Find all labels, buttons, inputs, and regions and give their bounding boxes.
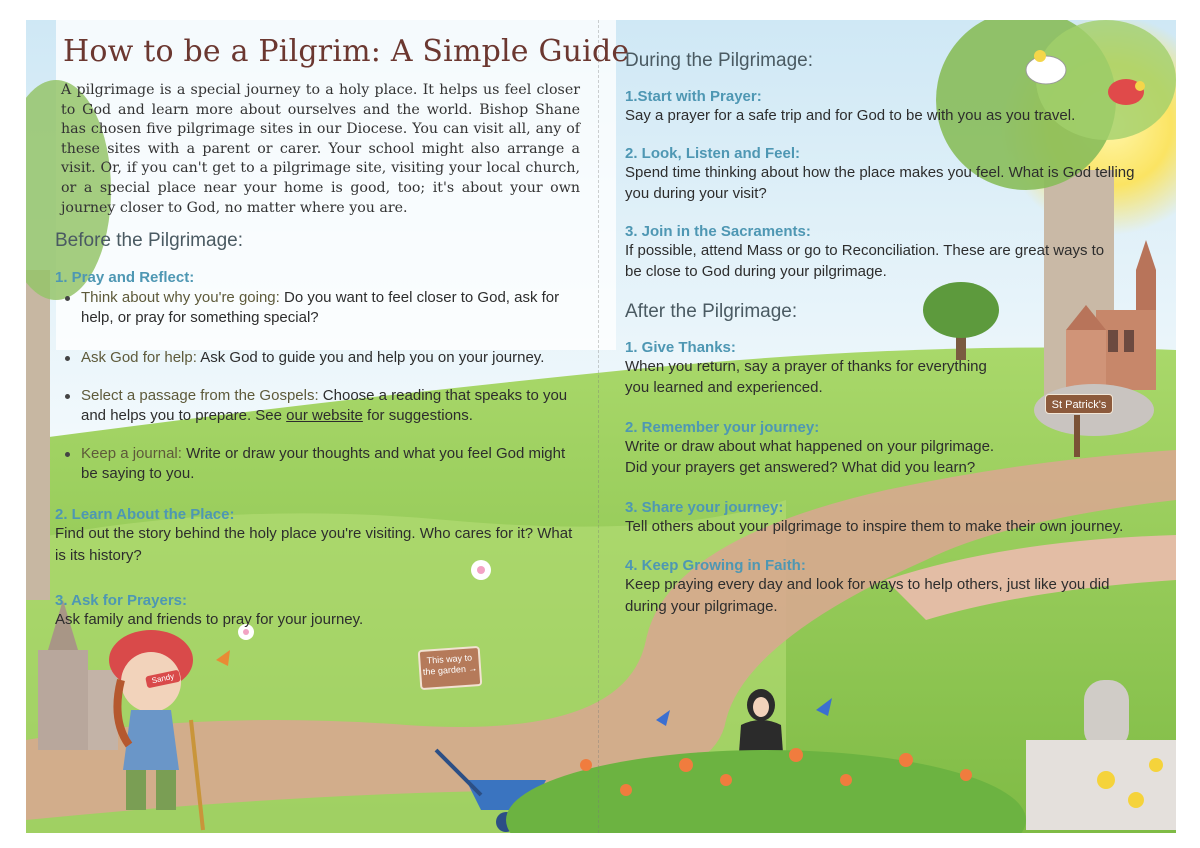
bullet-lead: Think about why you're going: <box>81 289 280 307</box>
bullet-lead: Select a passage from the Gospels: <box>81 387 319 405</box>
ask-heading: 3. Ask for Prayers: <box>55 592 188 610</box>
bullet-item <box>65 386 580 426</box>
right-column <box>625 50 1145 617</box>
bullet-text-after: for suggestions. <box>362 407 473 425</box>
bullet-text: Ask God to guide you and help you on your journey. <box>196 349 545 367</box>
ask-text: Ask family and friends to pray for your journey. <box>55 611 364 629</box>
look-listen-heading: 2. Look, Listen and Feel: <box>625 144 801 162</box>
start-prayer-heading: 1.Start with Prayer: <box>625 88 762 105</box>
bullet-item <box>65 444 580 484</box>
before-heading: Before the Pilgrimage: <box>55 230 243 252</box>
learn-text: Find out the story behind the holy place you're visiting. Who cares for it? What is its history? <box>55 525 573 564</box>
during-heading: During the Pilgrimage: <box>625 50 813 71</box>
share-heading: 3. Share your journey: <box>625 498 784 516</box>
page-title: How to be a Pilgrim: A Simple Guide <box>63 34 630 69</box>
remember-text-1: Write or draw about what happened on your pilgrimage. <box>625 437 995 455</box>
start-prayer-text: Say a prayer for a safe trip and for God to be with you as you travel. <box>625 107 1076 124</box>
share-text: Tell others about your pilgrimage to inspire them to make their own journey. <box>625 517 1124 535</box>
garden-sign: This way to the garden → <box>418 646 483 690</box>
learn-heading: 2. Learn About the Place: <box>55 506 235 524</box>
bullet-text: Do you want to feel closer to God, ask for help, or pray for something special? <box>81 289 560 327</box>
look-listen-text: Spend time thinking about how the place makes you feel. What is God telling you during your visit? <box>625 163 1135 202</box>
grow-heading: 4. Keep Growing in Faith: <box>625 557 806 574</box>
give-thanks-text: When you return, say a prayer of thanks for everything you learned and experienced. <box>625 357 987 396</box>
bullet-text: Write or draw your thoughts and what you feel God might be saying to you. <box>81 445 566 483</box>
grow-text: Keep praying every day and look for ways to help others, just like you did during your pilgrimage. <box>625 576 1110 615</box>
before-bullet-list <box>65 288 580 484</box>
bullet-text: Choose a reading that speaks to you and helps you to prepare. See <box>81 387 568 425</box>
intro-paragraph: A pilgrimage is a special journey to a holy place. It helps us feel closer to God and learn more about ourselves and the world. Bishop Shane has chosen five pilgrimage sites in our Diocese. You can visit all, any of these sites with a parent or carer. Your school might also arrange a visit. Or, if you can't get to a pilgrimage site, visiting your local church, or a special place near your home is good, too; it's about your own journey closer to God, no matter where you are. <box>61 82 580 216</box>
bullet-lead: Keep a journal: <box>81 445 182 463</box>
st-patricks-sign: St Patrick's <box>1045 394 1113 414</box>
after-heading: After the Pilgrimage: <box>625 300 798 322</box>
left-column <box>55 34 630 631</box>
bullet-item <box>65 348 580 368</box>
bullet-item <box>65 288 580 328</box>
page-fold-line <box>598 20 599 833</box>
bullet-lead: Ask God for help: <box>81 349 197 367</box>
sacraments-heading: 3. Join in the Sacraments: <box>625 222 811 240</box>
remember-heading: 2. Remember your journey: <box>625 418 820 436</box>
pray-reflect-heading: 1. Pray and Reflect: <box>55 269 195 287</box>
website-link[interactable]: our website <box>286 407 363 425</box>
remember-text-2: Did your prayers get answered? What did you learn? <box>625 459 976 476</box>
sacraments-text: If possible, attend Mass or go to Reconciliation. These are great ways to be close to God during your pilgrimage. <box>625 241 1105 280</box>
sandy-name-tag: Sandy <box>145 670 181 689</box>
give-thanks-heading: 1. Give Thanks: <box>625 338 736 356</box>
